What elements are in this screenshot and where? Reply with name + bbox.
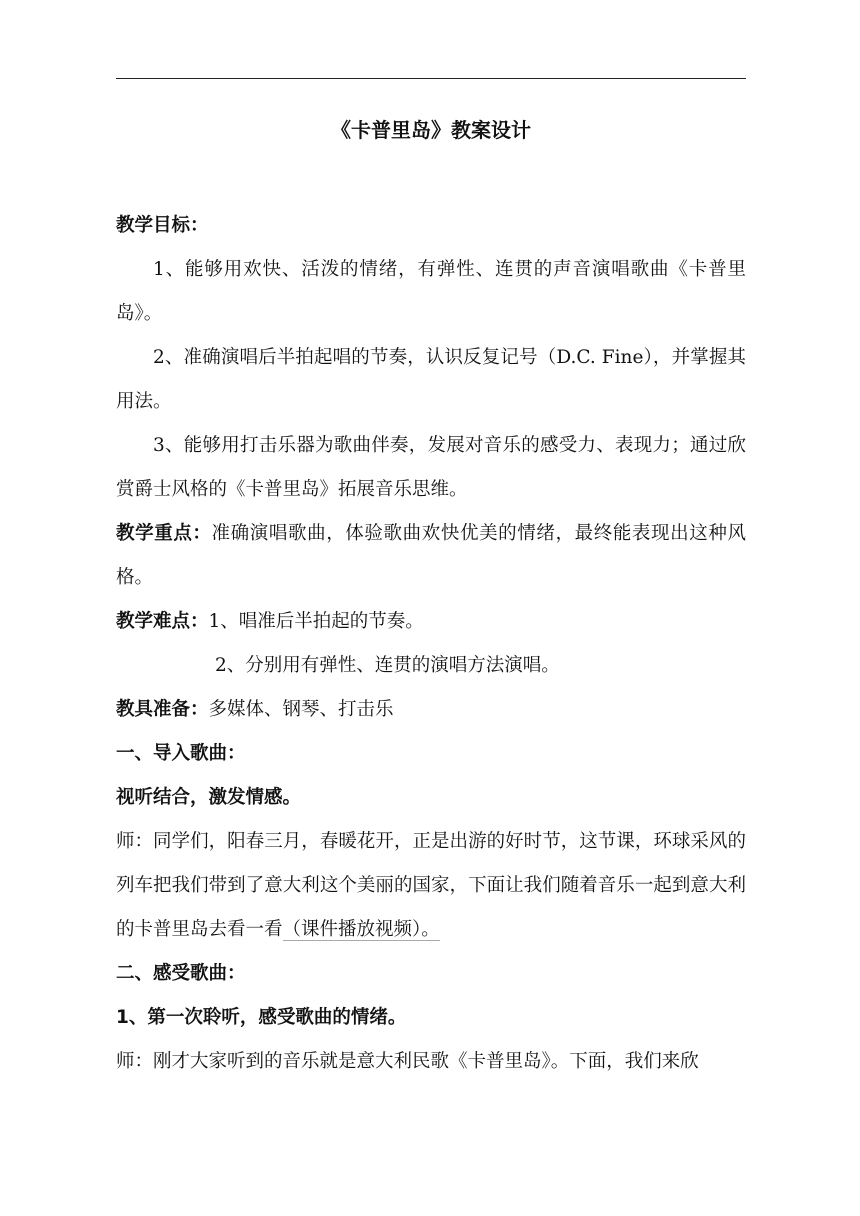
- key-points-text: 准确演唱歌曲，体验歌曲欢快优美的情绪，最终能表现出这种风格。: [116, 523, 746, 588]
- section1-subheading: 视听结合，激发情感。: [116, 787, 302, 808]
- materials-text: 多媒体、钢琴、打击乐: [208, 699, 394, 720]
- key-points: [116, 512, 746, 600]
- difficulties: [116, 600, 746, 644]
- materials-label: 教具准备：: [116, 699, 209, 720]
- difficulty-item-1: 1、唱准后半拍起的节奏。: [208, 611, 424, 632]
- section1-text-main: 师：同学们，阳春三月，春暖花开，正是出游的好时节，这节课，环球采风的列车把我们带到了意大利这个美丽的国家，下面让我们随着音乐一起到意大利的卡普里岛去看一看: [116, 831, 746, 940]
- materials: [116, 688, 746, 732]
- section2-text: 师：刚才大家听到的音乐就是意大利民歌《卡普里岛》。下面，我们来欣: [116, 1051, 699, 1072]
- section1-heading: 一、导入歌曲：: [116, 743, 246, 764]
- goal-item-3: 3、能够用打击乐器为歌曲伴奏，发展对音乐的感受力、表现力；通过欣赏爵士风格的《卡普里岛》拓展音乐思维。: [116, 435, 746, 500]
- section2-subheading: 1、第一次聆听，感受歌曲的情绪。: [116, 1007, 407, 1028]
- difficulties-label: 教学难点：: [116, 611, 209, 632]
- section1-text: [116, 820, 746, 952]
- goal-item-2: 2、准确演唱后半拍起唱的节奏，认识反复记号（D.C. Fine），并掌握其用法。: [116, 347, 746, 412]
- document-body: [116, 204, 746, 1084]
- section1-text-tail: （课件播放视频）。: [282, 919, 440, 940]
- goal-item-1: 1、能够用欢快、活泼的情绪，有弹性、连贯的声音演唱歌曲《卡普里岛》。: [116, 259, 746, 324]
- key-points-label: 教学重点：: [116, 523, 212, 544]
- document-title: 《卡普里岛》教案设计: [331, 118, 531, 142]
- section2-heading: 二、感受歌曲：: [116, 963, 246, 984]
- difficulty-item-2: 2、分别用有弹性、连贯的演唱方法演唱。: [215, 655, 560, 676]
- header-rule: [116, 78, 746, 79]
- goals-heading: 教学目标：: [116, 215, 209, 236]
